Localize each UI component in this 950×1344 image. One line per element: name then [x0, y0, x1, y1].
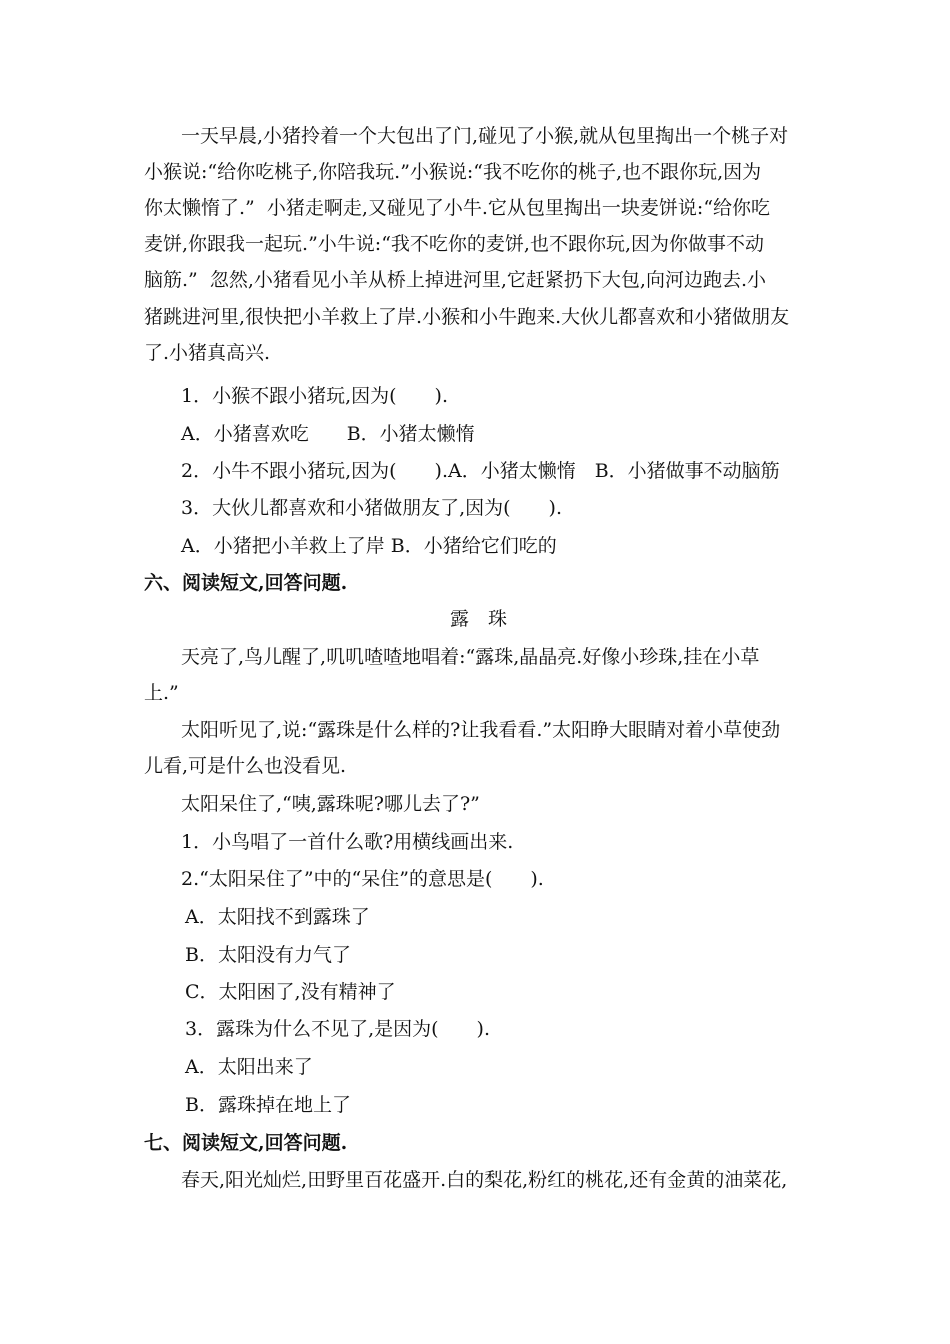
passage1-line: 脑筋.” 忽然,小猪看见小羊从桥上掉进河里,它赶紧扔下大包,向河边跑去.小 — [144, 269, 766, 291]
question-line: 2．小牛不跟小猪玩,因为( ).A．小猪太懒惰 B．小猪做事不动脑筋 — [181, 460, 780, 482]
passage1-line: 猪跳进河里,很快把小羊救上了岸.小猴和小牛跑来.大伙儿都喜欢和小猪做朋友 — [144, 306, 790, 328]
section-heading: 六、阅读短文,回答问题. — [144, 572, 348, 594]
section-heading: 七、阅读短文,回答问题. — [144, 1132, 348, 1154]
question-option: B．露珠掉在地上了 — [185, 1094, 351, 1116]
passage2-line: 天亮了,鸟儿醒了,叽叽喳喳地唱着:“露珠,晶晶亮.好像小珍珠,挂在小草 — [181, 646, 760, 668]
passage2-line: 太阳呆住了,“咦,露珠呢?哪儿去了?” — [181, 793, 480, 815]
question-option: A．太阳出来了 — [185, 1056, 313, 1078]
question-option: C．太阳困了,没有精神了 — [185, 981, 396, 1003]
passage-title: 露 珠 — [450, 608, 508, 630]
passage1-line: 一天早晨,小猪拎着一个大包出了门,碰见了小猴,就从包里掏出一个桃子对 — [181, 125, 789, 147]
passage2-line: 上.” — [144, 682, 179, 704]
passage3-line: 春天,阳光灿烂,田野里百花盛开.白的梨花,粉红的桃花,还有金黄的油菜花, — [181, 1169, 788, 1191]
question-option: B．太阳没有力气了 — [185, 944, 351, 966]
question-option: A．小猪把小羊救上了岸 B．小猪给它们吃的 — [181, 535, 557, 557]
question-option: A．太阳找不到露珠了 — [185, 906, 370, 928]
passage2-line: 太阳听见了,说:“露珠是什么样的?让我看看.”太阳睁大眼睛对着小草使劲 — [181, 719, 781, 741]
question-line: 1．小猴不跟小猪玩,因为( ). — [181, 385, 448, 407]
passage1-line: 了.小猪真高兴. — [144, 342, 271, 364]
question-line: 3．大伙儿都喜欢和小猪做朋友了,因为( ). — [181, 497, 562, 519]
passage1-line: 麦饼,你跟我一起玩.”小牛说:“我不吃你的麦饼,也不跟你玩,因为你做事不动 — [144, 233, 764, 255]
question-line: 2.“太阳呆住了”中的“呆住”的意思是( ). — [181, 868, 544, 890]
passage1-line: 你太懒惰了.” 小猪走啊走,又碰见了小牛.它从包里掏出一块麦饼说:“给你吃 — [144, 197, 771, 219]
passage2-line: 儿看,可是什么也没看见. — [144, 755, 347, 777]
question-line: 3．露珠为什么不见了,是因为( ). — [185, 1018, 490, 1040]
question-line: 1．小鸟唱了一首什么歌?用横线画出来. — [181, 831, 514, 853]
question-option: A．小猪喜欢吃 B．小猪太懒惰 — [181, 423, 475, 445]
passage1-line: 小猴说:“给你吃桃子,你陪我玩.”小猴说:“我不吃你的桃子,也不跟你玩,因为 — [144, 161, 762, 183]
